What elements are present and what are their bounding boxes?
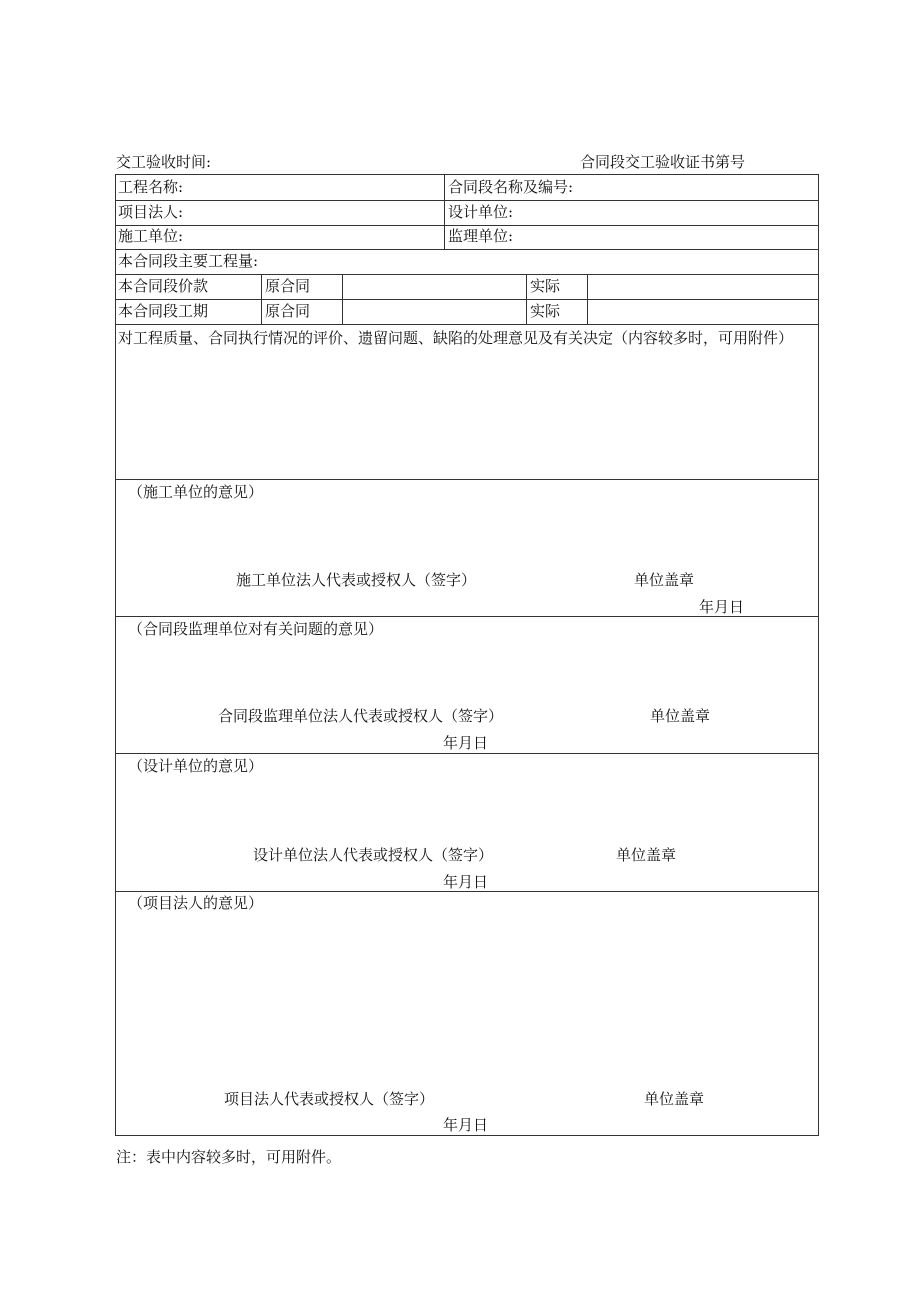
- row-divider: [115, 753, 819, 754]
- design-signer-label: 设计单位法人代表或授权人（签字）: [253, 846, 494, 864]
- certificate-number-label: 合同段交工验收证书第号: [580, 153, 746, 171]
- price-actual-label: 实际: [530, 277, 561, 295]
- row-divider: [115, 616, 819, 617]
- row-divider: [115, 200, 819, 201]
- design-unit-label: 设计单位:: [448, 203, 514, 221]
- project-name-label: 工程名称:: [118, 178, 184, 196]
- column-divider: [444, 174, 445, 249]
- row-divider: [115, 274, 819, 275]
- design-opinion-title: （设计单位的意见）: [128, 757, 264, 775]
- table-border: [115, 1135, 819, 1136]
- table-border: [818, 174, 819, 1136]
- owner-opinion-title: （项目法人的意见）: [128, 894, 264, 912]
- evaluation-text: 对工程质量、合同执行情况的评价、遗留问题、缺陷的处理意见及有关决定（内容较多时，可用附件）: [118, 329, 794, 347]
- project-owner-label: 项目法人:: [118, 203, 184, 221]
- contract-section-label: 合同段名称及编号:: [448, 178, 574, 196]
- construction-signer-label: 施工单位法人代表或授权人（签字）: [236, 571, 477, 589]
- price-original-label: 原合同: [265, 277, 311, 295]
- period-original-label: 原合同: [265, 302, 311, 320]
- column-divider: [261, 274, 262, 324]
- owner-signer-label: 项目法人代表或授权人（签字）: [224, 1090, 435, 1108]
- column-divider: [526, 274, 527, 324]
- table-border: [115, 174, 116, 1136]
- construction-date-label: 年月日: [699, 598, 745, 616]
- contract-period-label: 本合同段工期: [118, 302, 209, 320]
- owner-seal-label: 单位盖章: [644, 1090, 705, 1108]
- row-divider: [115, 299, 819, 300]
- supervision-unit-label: 监理单位:: [448, 227, 514, 245]
- supervision-signer-label: 合同段监理单位法人代表或授权人（签字）: [218, 707, 504, 725]
- row-divider: [115, 479, 819, 480]
- construction-opinion-title: （施工单位的意见）: [128, 483, 264, 501]
- row-divider: [115, 225, 819, 226]
- contract-price-label: 本合同段价款: [118, 277, 209, 295]
- owner-date-label: 年月日: [443, 1116, 489, 1134]
- main-quantities-label: 本合同段主要工程量:: [118, 252, 259, 270]
- period-actual-label: 实际: [530, 302, 561, 320]
- construction-unit-label: 施工单位:: [118, 227, 184, 245]
- column-divider: [587, 274, 588, 324]
- supervision-opinion-title: （合同段监理单位对有关问题的意见）: [128, 620, 384, 638]
- construction-seal-label: 单位盖章: [634, 571, 695, 589]
- design-date-label: 年月日: [443, 873, 489, 891]
- column-divider: [342, 274, 343, 324]
- footer-note: 注：表中内容较多时，可用附件。: [116, 1148, 342, 1166]
- design-seal-label: 单位盖章: [616, 846, 677, 864]
- row-divider: [115, 324, 819, 325]
- supervision-seal-label: 单位盖章: [650, 707, 711, 725]
- row-divider: [115, 249, 819, 250]
- table-border: [115, 174, 819, 175]
- row-divider: [115, 891, 819, 892]
- acceptance-time-label: 交工验收时间:: [116, 153, 212, 171]
- supervision-date-label: 年月日: [443, 734, 489, 752]
